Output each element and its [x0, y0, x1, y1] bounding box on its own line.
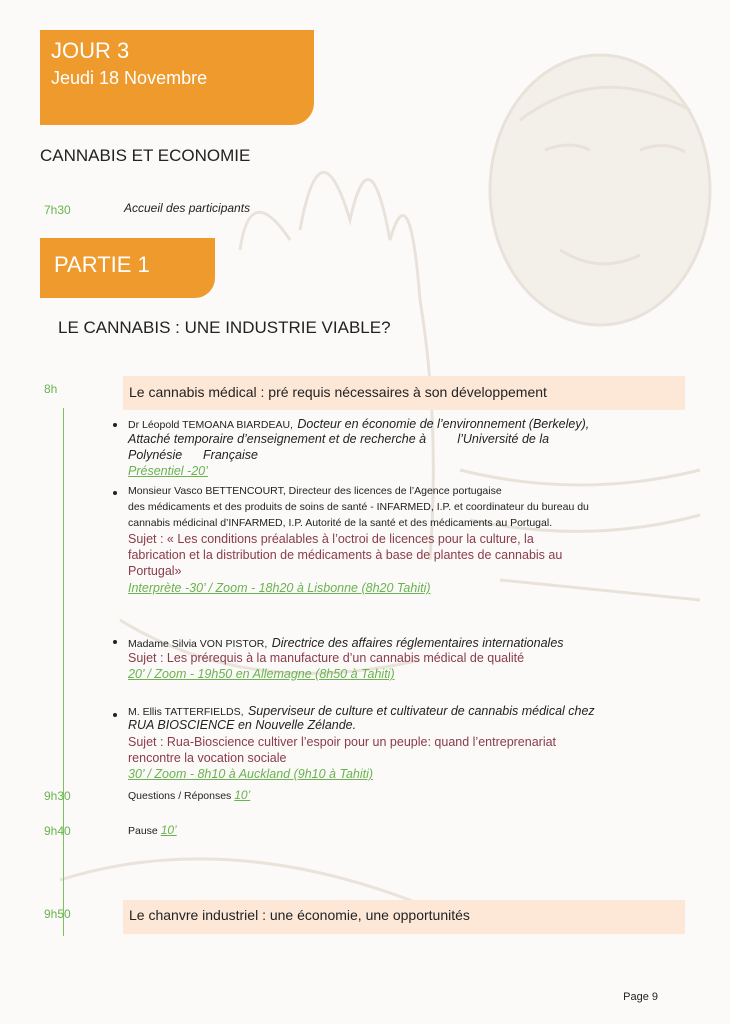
- session1-topic: Le cannabis médical : pré requis nécessaires à son développement: [129, 384, 547, 400]
- speaker1-line1: [128, 415, 589, 433]
- speaker2-name-line2: des médicaments et des produits de soins de santé - INFARMED, I.P. et coordinateur du bureau du: [128, 501, 589, 513]
- qa-line: [128, 788, 250, 802]
- speaker1-format: Présentiel -20’: [128, 464, 208, 478]
- part-subtitle: LE CANNABIS : UNE INDUSTRIE VIABLE?: [58, 318, 391, 337]
- speaker1-role-line3: Polynésie Française: [128, 448, 258, 462]
- pause-line: [128, 823, 177, 837]
- qa-time: 9h30: [44, 789, 71, 803]
- session2-topic: Le chanvre industriel : une économie, une opportunités: [129, 907, 470, 923]
- speaker2-subject-line1: Sujet : « Les conditions préalables à l’octroi de licences pour la culture, la: [128, 532, 534, 546]
- day-title: JOUR 3: [51, 38, 130, 63]
- speaker4-subject-line2: rencontre la vocation sociale: [128, 751, 287, 765]
- day-banner: [40, 30, 314, 125]
- speaker4-name: M. Ellis TATTERFIELDS,: [128, 706, 244, 718]
- pause-label: Pause: [128, 825, 158, 837]
- speaker3-line1: [128, 634, 564, 652]
- part-title: PARTIE 1: [54, 252, 150, 277]
- speaker1-name: Dr Léopold TEMOANA BIARDEAU,: [128, 419, 293, 431]
- day-date: Jeudi 18 Novembre: [51, 68, 208, 88]
- speaker2-subject-line2: fabrication et la distribution de médicaments à base de plantes de cannabis au: [128, 548, 563, 562]
- speaker4-role-line2: RUA BIOSCIENCE en Nouvelle Zélande.: [128, 718, 357, 732]
- session2-topic-box: [123, 900, 685, 934]
- part-banner: [40, 238, 215, 298]
- bullet: [113, 640, 117, 644]
- session1-time: 8h: [44, 382, 58, 396]
- session1-topic-box: [123, 376, 685, 410]
- pause-duration: 10’: [160, 823, 177, 837]
- speaker4-role-line1: Superviseur de culture et cultivateur de cannabis médical chez: [247, 704, 595, 718]
- speaker4-format: 30’ / Zoom - 8h10 à Auckland (9h10 à Tahiti): [128, 767, 374, 781]
- session2-time: 9h50: [44, 907, 71, 921]
- speaker2-format: Interprète -30’ / Zoom - 18h20 à Lisbonne (8h20 Tahiti): [128, 581, 431, 595]
- qa-label: Questions / Réponses: [128, 790, 232, 802]
- speaker4-subject-line1: Sujet : Rua-Bioscience cultiver l’espoir pour un peuple: quand l’entreprenariat: [128, 735, 557, 749]
- bullet: [113, 713, 117, 717]
- speaker3-subject: Sujet : Les prérequis à la manufacture d’un cannabis médical de qualité: [128, 651, 525, 665]
- speaker3-name: Madame Silvia VON PISTOR,: [128, 638, 268, 650]
- speaker2-subject-line3: Portugal»: [128, 564, 182, 578]
- welcome-label: Accueil des participants: [124, 201, 251, 215]
- theme-title: CANNABIS ET ECONOMIE: [40, 146, 251, 165]
- welcome-time: 7h30: [44, 203, 71, 217]
- speaker2-name-line1: Monsieur Vasco BETTENCOURT, Directeur des licences de l’Agence portugaise: [128, 485, 502, 497]
- pause-time: 9h40: [44, 824, 71, 838]
- speaker1-role-line1: Docteur en économie de l’environnement (Berkeley),: [297, 417, 590, 431]
- bullet: [113, 423, 117, 427]
- bullet: [113, 491, 117, 495]
- timeline-line: [63, 408, 64, 936]
- speaker3-role: Directrice des affaires réglementaires internationales: [271, 636, 564, 650]
- speaker1-role-line2: Attaché temporaire d’enseignement et de recherche à l’Université de la: [128, 432, 550, 446]
- speaker3-format: 20’ / Zoom - 19h50 en Allemagne (8h50 à Tahiti): [128, 667, 395, 681]
- qa-duration: 10’: [234, 788, 251, 802]
- page-number: Page 9: [623, 991, 658, 1003]
- speaker2-name-line3: cannabis médicinal d’INFARMED, I.P. Autorité de la santé et des médicaments au Portugal.: [128, 517, 553, 529]
